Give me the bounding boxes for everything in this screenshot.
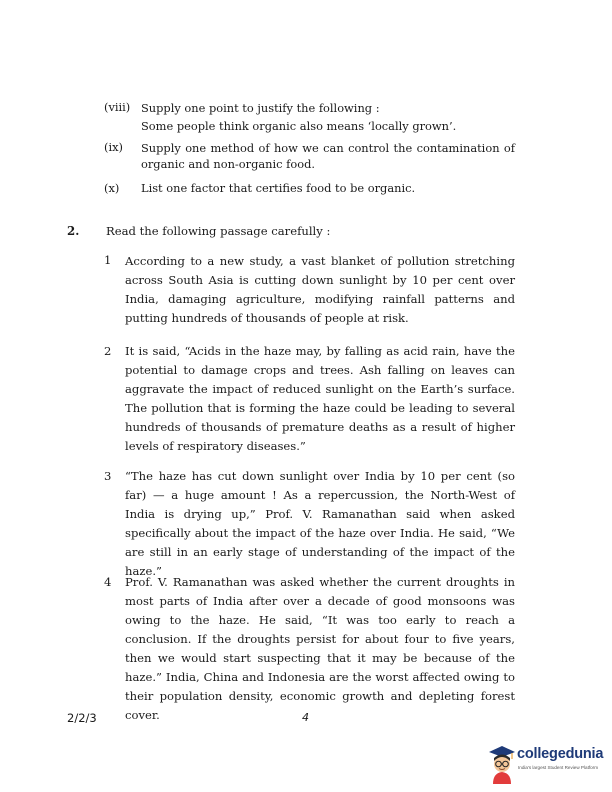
- question-viii-line-2: Some people think organic also means ‘locally grown’.: [141, 119, 457, 133]
- page-number: 4: [302, 711, 309, 724]
- paper-code: 2/2/3: [67, 711, 97, 725]
- question-ix-text: Supply one method of how we can control the contamination of organic and non-organic food.: [141, 141, 515, 171]
- paragraph-number-4: 4: [104, 575, 112, 589]
- student-mascot-icon: [488, 744, 516, 784]
- paragraph-2: It is said, “Acids in the haze may, by falling as acid rain, have the potential to damage crops and trees. Ash falling on leaves can aggravate the impact of reduced sunlight on the Earth’s surface. The pollution that is forming the haze could be leading to several hundreds of thousands of premature deaths as a result of higher levels of respiratory diseases.”: [125, 344, 515, 453]
- paragraph-3: “The haze has cut down sunlight over India by 10 per cent (so far) — a huge amount ! As a repercussion, the North-West of India is drying up,” Prof. V. Ramanathan said when asked specifically about the impact of the haze over India. He said, “We are still in an early stage of understanding of the impact of the haze.”: [125, 469, 515, 578]
- question-2-number: 2.: [67, 224, 80, 238]
- logo-tagline: India's largest Student Review Platform: [518, 765, 599, 770]
- question-2-heading: Read the following passage carefully :: [106, 224, 331, 238]
- paragraph-1: According to a new study, a vast blanket of pollution stretching across South Asia is cutting down sunlight by 10 per cent over India, damaging agriculture, modifying rainfall patterns and putting hundreds of thousands of people at risk.: [125, 254, 515, 325]
- question-viii-line-1: Supply one point to justify the following :: [141, 101, 380, 115]
- paragraph-4: Prof. V. Ramanathan was asked whether the current droughts in most parts of India after over a decade of good monsoons was owing to the haze. He said, “It was too early to reach a conclusion. If the droughts persist for about four to five years, then we would start suspecting that it may be because of the haze.” India, China and Indonesia are the worst affected owing to their population density, economic growth and depleting forest cover.: [125, 575, 515, 722]
- paragraph-number-2: 2: [104, 344, 112, 358]
- question-number-ix: (ix): [104, 140, 123, 154]
- collegedunia-logo: [488, 744, 606, 788]
- question-number-x: (x): [104, 181, 120, 195]
- paragraph-number-3: 3: [104, 469, 112, 483]
- logo-wordmark: collegedunia: [517, 746, 604, 762]
- question-x-text: List one factor that certifies food to be organic.: [141, 181, 416, 195]
- paragraph-number-1: 1: [104, 253, 112, 267]
- question-number-viii: (viii): [104, 100, 131, 114]
